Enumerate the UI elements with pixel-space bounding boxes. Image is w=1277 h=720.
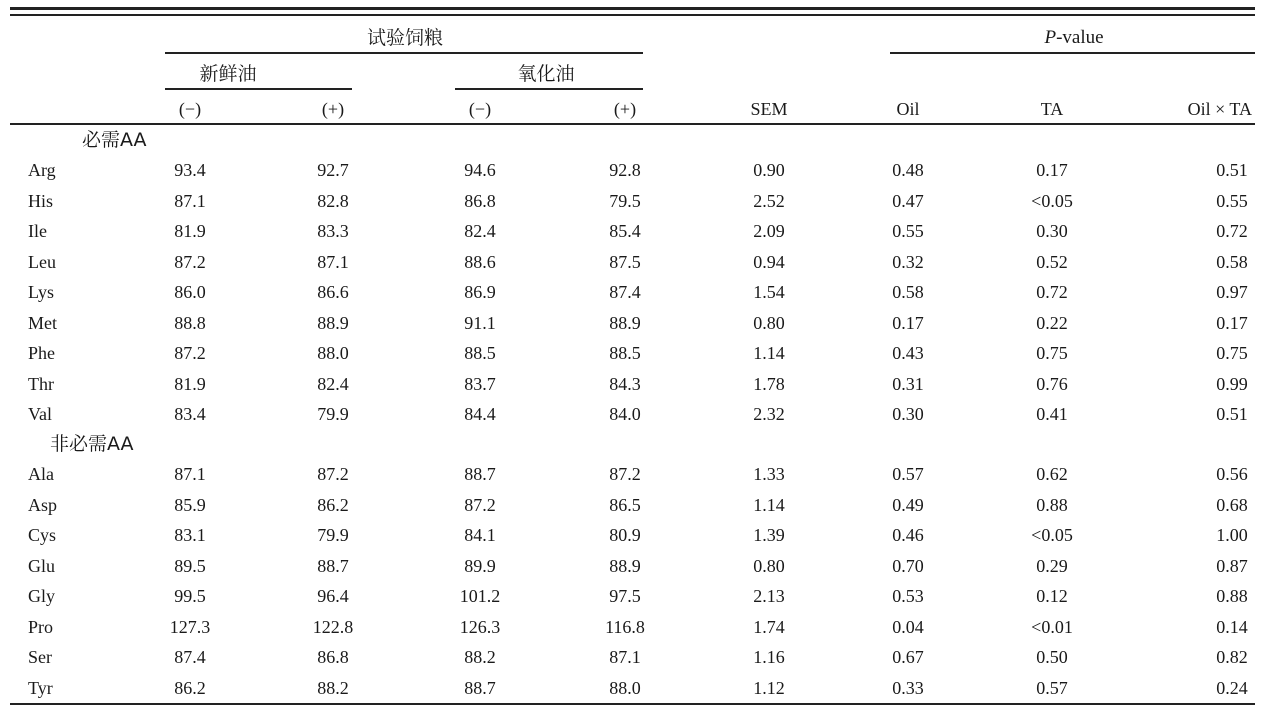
table-cell: 83.4 (174, 404, 206, 424)
table-cell: 85.4 (609, 221, 641, 241)
table-cell: 0.90 (753, 160, 785, 180)
table-cell: 0.53 (892, 586, 924, 606)
table-cell: 93.4 (174, 160, 206, 180)
table-cell: 84.0 (609, 404, 641, 424)
table-cell: 1.00 (1216, 525, 1248, 545)
top-rule-thin (10, 14, 1255, 16)
table-cell: 82.4 (464, 221, 496, 241)
table-cell: 0.32 (892, 251, 924, 272)
table-cell: 88.9 (609, 555, 641, 576)
table-cell: 2.32 (753, 404, 785, 424)
table-cell: 1.33 (753, 464, 785, 484)
row-name: Met (28, 312, 57, 333)
table-cell: 0.67 (892, 647, 924, 667)
col-oil-x-ta: Oil × TA (1187, 99, 1252, 119)
table-cell: 0.55 (892, 221, 924, 241)
table-cell: 0.17 (892, 312, 924, 333)
table-cell: 0.88 (1036, 494, 1068, 515)
table-cell: 0.31 (892, 373, 924, 394)
table-cell: 0.97 (1216, 282, 1248, 302)
table-cell: 79.9 (317, 404, 349, 424)
row-name: Asp (28, 494, 58, 515)
table-cell: <0.05 (1031, 525, 1073, 545)
section-title: 非必需AA (50, 433, 134, 455)
table-cell: 0.17 (1036, 160, 1068, 180)
table-cell: 0.70 (892, 555, 924, 576)
table-cell: 88.7 (464, 677, 496, 698)
col-oxidized-minus: (−) (468, 99, 492, 119)
table-cell: 0.62 (1036, 464, 1068, 484)
table-cell: 116.8 (605, 616, 645, 637)
table-cell: 0.24 (1216, 677, 1248, 698)
group-underline (165, 52, 643, 54)
table-cell: 88.7 (317, 555, 349, 576)
row-name: Pro (28, 616, 54, 637)
table-cell: 0.52 (1036, 251, 1068, 272)
table-cell: 0.94 (753, 251, 785, 272)
table-cell: 88.9 (609, 312, 641, 333)
row-name: Arg (28, 160, 56, 180)
table-cell: 83.3 (317, 221, 349, 241)
col-sem: SEM (750, 99, 788, 119)
table-cell: 85.9 (174, 494, 206, 515)
table-cell: 0.87 (1216, 555, 1248, 576)
table-cell: 88.0 (317, 343, 349, 363)
table-cell: 0.41 (1036, 404, 1068, 424)
row-name: Cys (28, 525, 57, 545)
table-cell: 87.1 (317, 251, 349, 272)
table-cell: 1.14 (753, 494, 785, 515)
table-cell: 101.2 (459, 586, 501, 606)
header-bottom-rule (10, 123, 1255, 125)
table-cell: 0.72 (1036, 282, 1068, 302)
table-cell: 89.9 (464, 555, 496, 576)
table-cell: 0.55 (1216, 190, 1248, 211)
table-cell: 0.88 (1216, 586, 1248, 606)
table-cell: <0.01 (1031, 616, 1073, 637)
table-cell: 81.9 (174, 221, 206, 241)
bottom-rule (10, 703, 1255, 705)
table-cell: 0.48 (892, 160, 924, 180)
table-cell: 92.7 (317, 160, 349, 180)
row-name: His (28, 190, 54, 211)
table-cell: 0.17 (1216, 312, 1248, 333)
table-cell: 1.12 (753, 677, 785, 698)
table-cell: 0.58 (1216, 251, 1248, 272)
table-cell: 86.2 (317, 494, 349, 515)
table-cell: 0.49 (892, 494, 924, 515)
table-cell: 1.78 (753, 373, 785, 394)
table-cell: 2.13 (753, 586, 785, 606)
table-cell: 0.57 (1036, 677, 1068, 698)
fresh-oil-underline (165, 88, 352, 90)
table-cell: 96.4 (317, 586, 349, 606)
table-cell: 80.9 (609, 525, 641, 545)
table-cell: 84.1 (464, 525, 496, 545)
table-cell: 83.1 (174, 525, 206, 545)
table-cell: 0.76 (1036, 373, 1068, 394)
table-cell: 94.6 (464, 160, 496, 180)
table-cell: 0.51 (1216, 404, 1248, 424)
table-cell: 1.74 (753, 616, 785, 637)
table-cell: 88.8 (174, 312, 206, 333)
table-cell: 97.5 (609, 586, 641, 606)
table-cell: 0.30 (892, 404, 924, 424)
table-cell: 88.0 (609, 677, 641, 698)
table-cell: 88.6 (464, 251, 496, 272)
table-cell: 0.29 (1036, 555, 1068, 576)
table-cell: 84.4 (464, 404, 496, 424)
table-cell: 81.9 (174, 373, 206, 394)
table-cell: 0.82 (1216, 647, 1248, 667)
header-oxidized-oil: 氧化油 (517, 63, 575, 85)
table-cell: 0.56 (1216, 464, 1248, 484)
table-cell: 87.2 (174, 343, 206, 363)
pvalue-underline (890, 52, 1255, 54)
table-cell: 0.33 (892, 677, 924, 698)
table-cell: 1.54 (753, 282, 785, 302)
table-cell: 0.12 (1036, 586, 1068, 606)
table-cell: 88.7 (464, 464, 496, 484)
table-cell: 0.80 (753, 555, 785, 576)
table-cell: 87.2 (464, 494, 496, 515)
col-oxidized-plus: (+) (613, 99, 637, 119)
table-cell: 0.75 (1216, 343, 1248, 363)
row-name: Val (28, 404, 52, 424)
table-cell: 0.99 (1216, 373, 1248, 394)
table-cell: 83.7 (464, 373, 496, 394)
row-name: Phe (28, 343, 55, 363)
table-cell: 0.43 (892, 343, 924, 363)
table-cell: 92.8 (609, 160, 641, 180)
table-cell: 0.14 (1216, 616, 1248, 637)
table-cell: 0.72 (1216, 221, 1248, 241)
table-cell: 87.1 (174, 464, 206, 484)
table-cell: 86.0 (174, 282, 206, 302)
table-cell: 89.5 (174, 555, 206, 576)
table-cell: 0.50 (1036, 647, 1068, 667)
row-name: Leu (28, 251, 56, 272)
table-cell: 87.1 (174, 190, 206, 211)
row-name: Tyr (28, 677, 53, 698)
table-cell: 86.8 (317, 647, 349, 667)
table-cell: 91.1 (464, 312, 496, 333)
table-cell: 0.47 (892, 190, 924, 211)
table-cell: 122.8 (312, 616, 354, 637)
row-name: Ile (28, 221, 47, 241)
table-cell: 99.5 (174, 586, 206, 606)
section-title: 必需AA (82, 129, 147, 151)
table-cell: 126.3 (459, 616, 501, 637)
table-cell: 86.5 (609, 494, 641, 515)
table-cell: 87.4 (174, 647, 206, 667)
table-cell: 87.5 (609, 251, 641, 272)
table-cell: 0.68 (1216, 494, 1248, 515)
table-cell: 86.9 (464, 282, 496, 302)
table-cell: 88.5 (609, 343, 641, 363)
header-fresh-oil: 新鲜油 (199, 63, 257, 85)
table-cell: 0.22 (1036, 312, 1068, 333)
table-cell: 0.75 (1036, 343, 1068, 363)
table-cell: 2.09 (753, 221, 785, 241)
table-cell: 87.2 (609, 464, 641, 484)
row-name: Thr (28, 373, 54, 394)
table-cell: 2.52 (753, 190, 785, 211)
table-cell: 0.51 (1216, 160, 1248, 180)
table-cell: <0.05 (1031, 190, 1073, 211)
table-cell: 87.2 (317, 464, 349, 484)
row-name: Glu (28, 555, 55, 576)
row-name: Lys (28, 282, 55, 302)
top-rule-thick (10, 7, 1255, 10)
table-cell: 0.58 (892, 282, 924, 302)
table-cell: 86.6 (317, 282, 349, 302)
table-cell: 88.9 (317, 312, 349, 333)
table-cell: 0.04 (892, 616, 924, 637)
table-cell: 82.8 (317, 190, 349, 211)
table-cell: 1.16 (753, 647, 785, 667)
header-pvalue: P-value (1044, 27, 1104, 48)
oxidized-oil-underline (455, 88, 643, 90)
table-cell: 1.39 (753, 525, 785, 545)
table-cell: 0.46 (892, 525, 924, 545)
table-cell: 0.57 (892, 464, 924, 484)
row-name: Ser (28, 647, 52, 667)
table-cell: 79.9 (317, 525, 349, 545)
table-cell: 87.4 (609, 282, 641, 302)
table-cell: 86.8 (464, 190, 496, 211)
table-cell: 88.5 (464, 343, 496, 363)
table-cell: 0.80 (753, 312, 785, 333)
row-name: Gly (28, 586, 55, 606)
col-ta: TA (1040, 99, 1064, 119)
table-cell: 88.2 (464, 647, 496, 667)
table-cell: 87.2 (174, 251, 206, 272)
table-cell: 87.1 (609, 647, 641, 667)
table-cell: 84.3 (609, 373, 641, 394)
col-fresh-minus: (−) (178, 99, 202, 119)
table-cell: 127.3 (169, 616, 211, 637)
table-cell: 88.2 (317, 677, 349, 698)
table-cell: 86.2 (174, 677, 206, 698)
table-cell: 1.14 (753, 343, 785, 363)
col-fresh-plus: (+) (321, 99, 345, 119)
table-cell: 82.4 (317, 373, 349, 394)
table-cell: 79.5 (609, 190, 641, 211)
table-cell: 0.30 (1036, 221, 1068, 241)
row-name: Ala (28, 464, 54, 484)
header-group-label: 试验饲粮 (366, 27, 444, 49)
col-oil: Oil (896, 99, 920, 119)
